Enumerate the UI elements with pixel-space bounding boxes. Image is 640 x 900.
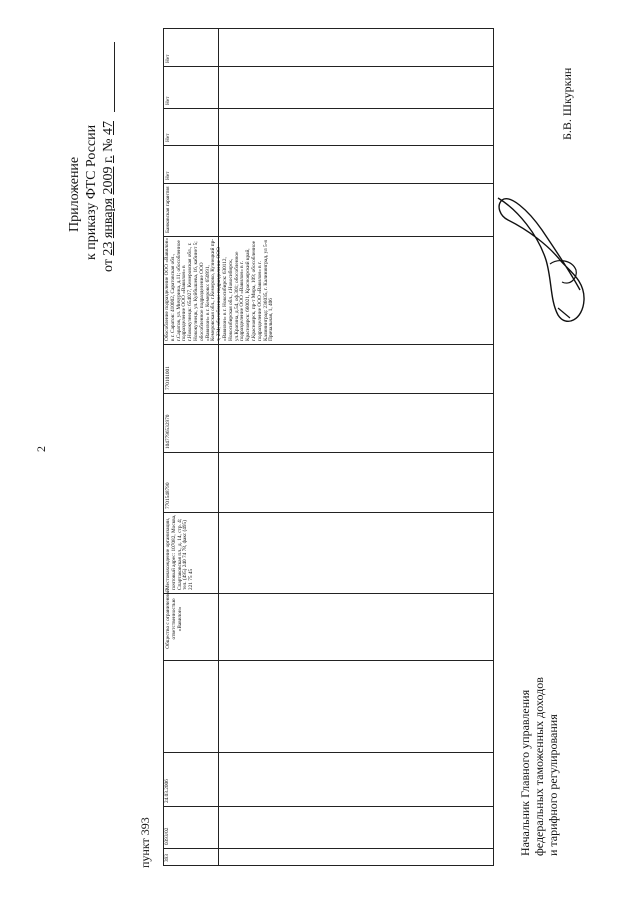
cell-flag-2: Нет [165,133,171,142]
register-table [163,28,494,866]
col-sep-2 [163,806,494,807]
col-sep-13 [163,108,494,109]
cell-flag-3: Нет [165,96,171,105]
table-row-divider [218,28,219,866]
cell-ogrn: 1047796532970 [165,414,171,449]
col-sep-8 [163,393,494,394]
section-label: пункт 393 [138,817,152,868]
signatory-name: Б.В. Шкуркин [560,67,574,140]
col-sep-4 [163,660,494,661]
cell-name: Общество с ограниченной ответственностью «Вавилон» [165,589,183,649]
cell-branches: Обособление подразделение ООО «Вавилон» в г. Саратов: 410002, Саратовская обл., г.Саратов, ул. Мичурина, д.11; обособленное подразделение ООО «Вавилон» в г.Новокузнецк: 654027, Кемеровская обл., г. Новокузнецк, ул. Куйбышева, 16, кабинет 5; обособленное подразделение ООО «Вавилон» в г. Кемерово: 650991, Кемеровская обл., г.Кемерово, Кузнецкий пр-т, 234; обособленное подразделение ООО «Вавилон» в г. Новосибирск: 630112, Новосибирская обл., г.Новосибирск, ул.Красина, д.54, оф.301; обособленное подразделение ООО «Вавилон» в г. Красноярск: 660021, Красноярский край, г.Красноярск, пр-т Мира, 109; обособленное подразделение ООО «Вавилон» в г. Калининград: 236035, г. Калининград, ул 5-я Причальная, 1, 406 [164,237,275,341]
col-sep-12 [163,145,494,146]
appendix-line2: к приказу ФТС России [84,124,99,260]
col-sep-3 [163,752,494,753]
appendix-header [66,121,117,272]
cell-address: Местонахождение организации, почтовый адрес: 107082, Москва, Спартаковская пл., д. 14, стр. 4; тел. (495) 240 74 78, факс (495) 221 75 45 [165,514,195,590]
appendix-day: 23 [101,241,116,256]
cell-number: 393 [164,854,170,862]
appendix-line1: Приложение [67,156,82,232]
appendix-line3 [100,121,117,272]
signatory-title-line3: и тарифного регулирования [546,714,560,856]
col-sep-11 [163,183,494,184]
appendix-year: 2009 [101,166,116,195]
header-rule [114,42,115,112]
handwritten-signature [488,190,598,330]
cell-code: 0393/02 [164,827,170,845]
page-number: 2 [34,446,48,452]
col-sep-1 [163,848,494,849]
col-sep-14 [163,66,494,67]
cell-inn: 7701548790 [165,482,171,509]
col-sep-5 [163,593,494,594]
appendix-prefix: от [101,259,116,272]
appendix-number: 47 [101,121,116,136]
col-sep-6 [163,512,494,513]
col-sep-9 [163,344,494,345]
cell-flag-4: Нет [165,54,171,63]
appendix-month: января [101,198,116,239]
appendix-year-suffix: г. [101,155,116,164]
cell-date: 24.03.2006 [164,779,170,803]
cell-guarantee: Банковская гарантия [165,186,171,233]
appendix-number-sign: № [101,138,116,152]
col-sep-7 [163,452,494,453]
signatory-title-line1: Начальник Главного управления [518,689,532,856]
cell-flag-1: Нет [165,171,171,180]
cell-kpp: 770101001 [165,366,171,390]
signatory-title-line2: федеральных таможенных доходов [532,677,546,856]
signatory-title [518,677,560,856]
